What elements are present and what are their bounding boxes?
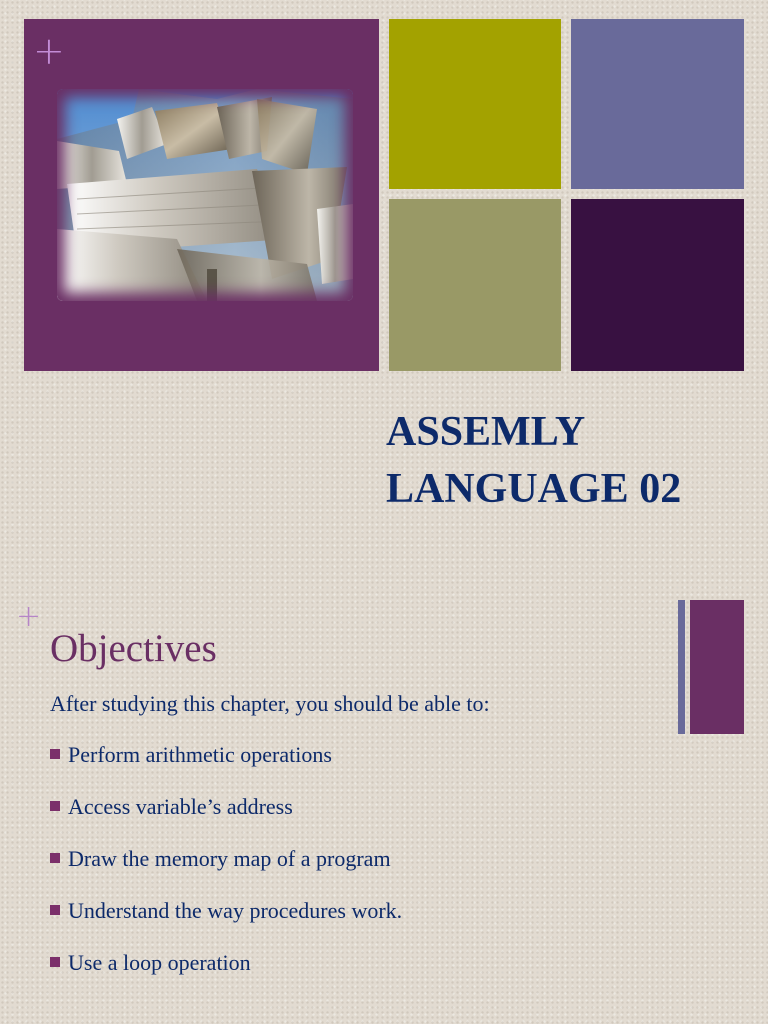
section-heading: Objectives: [50, 627, 217, 670]
title-line-2: LANGUAGE 02: [386, 466, 682, 512]
intro-text: After studying this chapter, you should be able to:: [50, 691, 490, 716]
list-item-text: Use a loop operation: [68, 950, 251, 975]
plus-icon: +: [33, 29, 65, 73]
list-item: [50, 896, 402, 948]
list-item: [50, 948, 402, 1000]
list-item-text: Draw the memory map of a program: [68, 846, 391, 871]
bullet-square-icon: [50, 853, 60, 863]
bullet-square-icon: [50, 957, 60, 967]
list-item-text: Understand the way procedures work.: [68, 898, 403, 923]
list-item: [50, 844, 402, 896]
list-item-text: Access variable’s address: [68, 794, 293, 819]
slide-title: [386, 404, 746, 518]
plus-icon-section: +: [16, 599, 42, 634]
olive-tile: [389, 19, 561, 189]
sage-tile: [389, 199, 561, 371]
bullet-square-icon: [50, 801, 60, 811]
list-item: [50, 740, 402, 792]
title-line-1: ASSEMLY: [386, 409, 586, 455]
accent-bar-slate: [678, 600, 685, 734]
bullet-square-icon: [50, 905, 60, 915]
list-item-text: Perform arithmetic operations: [68, 742, 332, 767]
accent-bar-purple: [690, 600, 744, 734]
bullet-square-icon: [50, 749, 60, 759]
building-photo: [57, 89, 353, 301]
list-item: [50, 792, 402, 844]
plum-tile: [571, 199, 744, 371]
slate-tile: [571, 19, 744, 189]
objectives-list: [50, 740, 402, 1000]
